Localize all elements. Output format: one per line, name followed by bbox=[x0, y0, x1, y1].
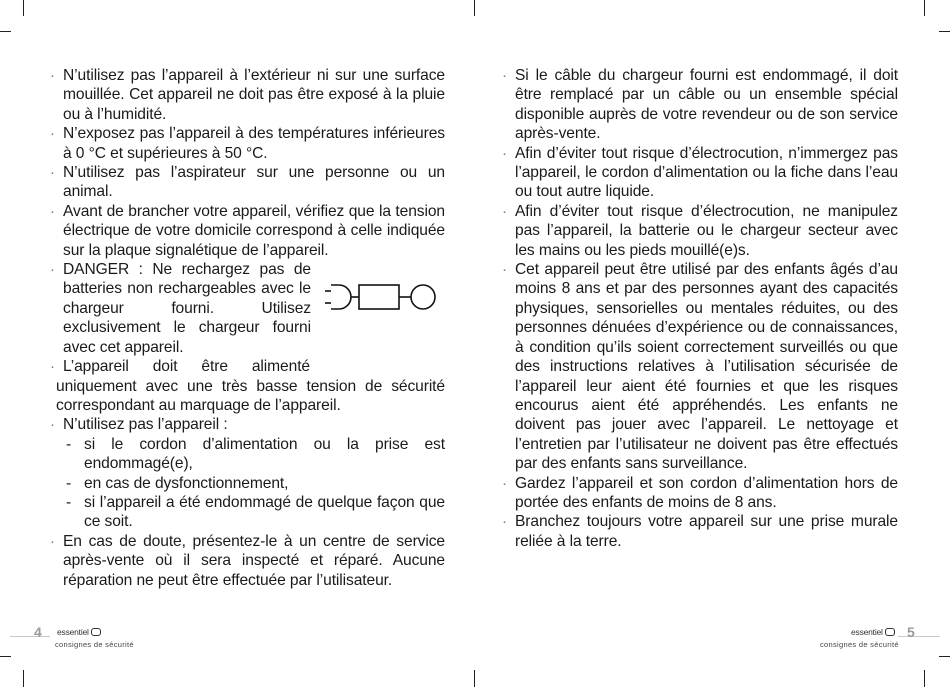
sub-item: - si l’appareil a été endommagé de quelque façon que ce soit. bbox=[63, 493, 445, 532]
crop-mark bbox=[939, 656, 950, 657]
left-page bbox=[56, 66, 445, 590]
section-label-left: consignes de sécurité bbox=[55, 640, 134, 649]
safety-item: · Cet appareil peut être utilisé par des enfants âgés d’au moins 8 ans et par des personnes ayant des capacités physiques, sensorielles ou mentales réduites, ou des personnes dénuées d’expérience ou de connaissances, à condition qu’ils soient correctement surveillés ou que des instructions relatives à l’utilisation sécurisée de l’appareil leur aient été fournies et que les risques encourus aient été appréhendés. Les enfants ne doivent pas jouer avec l’appareil. Le nettoyage et l’entretien par l’utilisateur ne doivent pas être effectués par des enfants sans surveillance. bbox=[508, 260, 898, 473]
crop-mark bbox=[0, 656, 11, 657]
safety-item bbox=[56, 357, 445, 415]
brand-logo-right bbox=[851, 627, 895, 637]
safety-item: · Afin d’éviter tout risque d’électrocution, ne manipulez pas l’appareil, la batterie ou le chargeur secteur avec les mains ou les pieds mouillé(e)s. bbox=[508, 202, 898, 260]
safety-item: · N’utilisez pas l’appareil à l’extérieur ni sur une surface mouillée. Cet appareil ne doit pas être exposé à la pluie ou à l’humidité. bbox=[56, 66, 445, 124]
alimente-line: · L’appareil doit être alimenté bbox=[63, 358, 310, 376]
right-page bbox=[508, 66, 898, 551]
section-label-right: consignes de sécurité bbox=[820, 640, 899, 649]
safety-item: · N’exposez pas l’appareil à des températures inférieures à 0 °C et supérieures à 50 °C. bbox=[56, 124, 445, 163]
sub-item: - en cas de dysfonctionnement, bbox=[63, 474, 445, 493]
crop-mark bbox=[924, 670, 925, 687]
sub-item: - si le cordon d’alimentation ou la prise est endommagé(e), bbox=[63, 435, 445, 474]
safety-item: · Branchez toujours votre appareil sur une prise murale reliée à la terre. bbox=[508, 512, 898, 551]
page-number-left: 4 bbox=[34, 624, 42, 640]
crop-mark bbox=[939, 31, 950, 32]
safety-item: · N’utilisez pas l’aspirateur sur une personne ou un animal. bbox=[56, 163, 445, 202]
brand-badge-icon bbox=[885, 628, 895, 636]
brand-name: essentiel bbox=[57, 627, 89, 637]
footer-divider-left bbox=[10, 636, 50, 637]
alimente-rest: uniquement avec une très basse tension de sécurité correspondant au marquage de l’appareil. bbox=[56, 377, 445, 414]
crop-mark bbox=[474, 670, 475, 687]
safety-item: · En cas de doute, présentez-le à un centre de service après-vente où il sera inspecté et réparé. Aucune réparation ne peut être effectuée par l’utilisateur. bbox=[56, 532, 445, 590]
page-number-right: 5 bbox=[907, 624, 915, 640]
danger-text: · DANGER : Ne rechargez pas de batteries non rechargeables avec le chargeur fourni. Utilisez exclusivement le chargeur fourni avec cet appareil. bbox=[63, 261, 311, 356]
crop-mark bbox=[474, 0, 475, 16]
safety-list-right bbox=[508, 66, 898, 551]
danger-item bbox=[56, 260, 445, 357]
safety-list-left bbox=[56, 66, 445, 590]
sub-list bbox=[63, 435, 445, 532]
brand-badge-icon bbox=[91, 628, 101, 636]
safety-item: · Si le câble du chargeur fourni est endommagé, il doit être remplacé par un câble ou un ensemble spécial disponible auprès de votre revendeur ou de son service après-vente. bbox=[508, 66, 898, 144]
safety-item bbox=[56, 415, 445, 531]
safety-item: · Afin d’éviter tout risque d’électrocution, n’immergez pas l’appareil, le cordon d’alimentation ou la fiche dans l’eau ou tout autre liquide. bbox=[508, 144, 898, 202]
crop-mark bbox=[23, 670, 24, 687]
brand-logo-left bbox=[57, 627, 101, 637]
footer-divider-right bbox=[898, 636, 940, 637]
nutilisez-intro: · N’utilisez pas l’appareil : bbox=[63, 416, 228, 434]
safety-item: · Avant de brancher votre appareil, vérifiez que la tension électrique de votre domicile correspond à celle indiquée sur la plaque signalétique de l’appareil. bbox=[56, 202, 445, 260]
charger-plug-icon bbox=[325, 277, 445, 317]
crop-mark bbox=[924, 0, 925, 16]
safety-item: · Gardez l’appareil et son cordon d’alimentation hors de portée des enfants de moins de 8 ans. bbox=[508, 474, 898, 513]
crop-mark bbox=[23, 0, 24, 16]
crop-mark bbox=[0, 31, 11, 32]
brand-name: essentiel bbox=[851, 627, 883, 637]
